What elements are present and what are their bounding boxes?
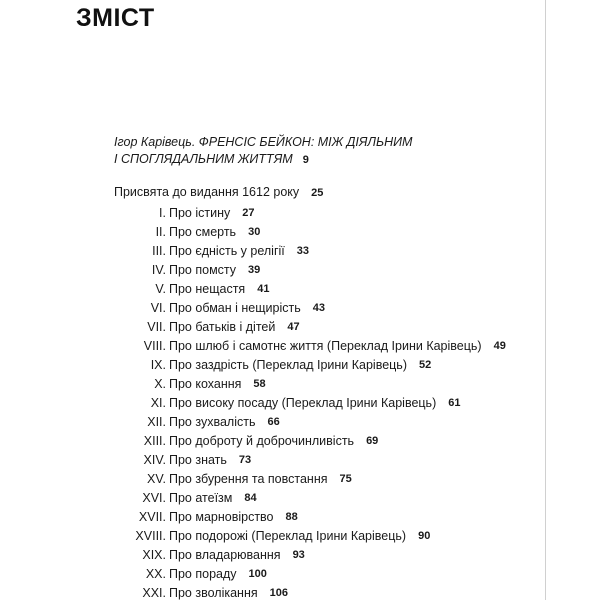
toc-entry-page-number: 58	[253, 378, 266, 390]
dedication-entry	[114, 185, 323, 199]
toc-entry-number: X.	[154, 377, 166, 391]
toc-entry-number: VIII.	[143, 339, 166, 353]
intro-page-number: 9	[302, 154, 309, 166]
toc-entry-number: II.	[155, 225, 166, 239]
toc-entry-title: Про владарювання	[169, 548, 281, 562]
toc-entry-page-number: 39	[248, 264, 261, 276]
toc-entry-title: Про збурення та повстання	[169, 472, 328, 486]
dedication-text: Присвята до видання 1612 року	[114, 185, 300, 199]
toc-entry-page-number: 84	[244, 492, 257, 504]
toc-entry-page-number: 93	[292, 549, 305, 561]
toc-entry	[0, 527, 506, 546]
toc-entry	[0, 546, 506, 565]
toc-entry	[0, 356, 506, 375]
toc-entry-page-number: 106	[269, 587, 288, 599]
toc-entry-number: III.	[152, 244, 166, 258]
toc-entry-title: Про заздрість (Переклад Ірини Карівець)	[169, 358, 407, 372]
toc-list	[0, 204, 506, 603]
toc-entry-number: I.	[159, 206, 166, 220]
toc-entry-number: XIII.	[143, 434, 166, 448]
toc-entry	[0, 489, 506, 508]
toc-entry-title: Про батьків і дітей	[169, 320, 276, 334]
intro-line-2: І СПОГЛЯДАЛЬНИМ ЖИТТЯМ	[114, 152, 293, 166]
toc-entry-page-number: 90	[418, 530, 431, 542]
toc-entry-page-number: 49	[493, 340, 506, 352]
toc-entry-page-number: 33	[296, 245, 310, 257]
toc-entry-page-number: 100	[248, 568, 267, 580]
toc-entry-title: Про смерть	[169, 225, 237, 239]
toc-entry-number: XXI.	[142, 586, 166, 600]
toc-entry-title: Про доброту й доброчинливість	[169, 434, 355, 448]
toc-entry-number: XIX.	[142, 548, 166, 562]
toc-entry-number: XIV.	[143, 453, 166, 467]
toc-entry-page-number: 69	[366, 435, 379, 447]
toc-entry	[0, 375, 506, 394]
toc-entry	[0, 337, 506, 356]
toc-entry	[0, 451, 506, 470]
toc-entry-title: Про пораду	[169, 567, 237, 581]
toc-entry-title: Про подорожі (Переклад Ірини Карівець)	[169, 529, 407, 543]
toc-entry-page-number: 47	[287, 321, 300, 333]
toc-entry-page-number: 61	[448, 397, 461, 409]
toc-entry	[0, 565, 506, 584]
toc-entry	[0, 508, 506, 527]
toc-entry	[0, 413, 506, 432]
page-title: ЗМІСТ	[76, 4, 155, 32]
toc-entry-title: Про шлюб і самотнє життя (Переклад Ірини Карівець)	[169, 339, 482, 353]
toc-entry-title: Про єдність у релігії	[169, 244, 285, 258]
toc-entry-number: XX.	[145, 567, 166, 581]
toc-entry-page-number: 73	[238, 454, 252, 466]
toc-entry	[0, 470, 506, 489]
toc-entry-title: Про обман і нещирість	[169, 301, 301, 315]
toc-entry-page-number: 66	[267, 416, 280, 428]
dedication-page-number: 25	[311, 187, 324, 199]
toc-entry-page-number: 52	[418, 359, 432, 371]
toc-entry	[0, 223, 506, 242]
toc-entry-page-number: 43	[312, 302, 325, 314]
toc-entry	[0, 261, 506, 280]
toc-entry-title: Про зухвалість	[169, 415, 256, 429]
toc-entry-title: Про марнoвірство	[169, 510, 274, 524]
toc-entry-title: Про атеїзм	[169, 491, 233, 505]
toc-entry-number: XV.	[146, 472, 166, 486]
toc-entry-number: VII.	[147, 320, 166, 334]
toc-entry-title: Про кохання	[169, 377, 242, 391]
toc-entry	[0, 584, 506, 603]
toc-entry-title: Про знать	[169, 453, 227, 467]
toc-entry-number: V.	[155, 282, 166, 296]
toc-entry-number: XII.	[147, 415, 166, 429]
toc-entry-page-number: 30	[248, 226, 261, 238]
toc-entry-page-number: 27	[242, 207, 255, 219]
toc-entry-title: Про високу посаду (Переклад Ірини Карівець)	[169, 396, 437, 410]
intro-line-1: Ігор Карівець. ФРЕНСІС БЕЙКОН: МІЖ ДІЯЛЬНИМ	[114, 135, 413, 149]
toc-entry	[0, 318, 506, 337]
toc-entry	[0, 299, 506, 318]
toc-entry	[0, 280, 506, 299]
toc-entry-page-number: 41	[257, 283, 270, 295]
toc-entry	[0, 204, 506, 223]
toc-entry-page-number: 88	[285, 511, 298, 523]
toc-entry-number: XVII.	[138, 510, 166, 524]
toc-entry-number: IX.	[150, 358, 166, 372]
toc-entry-number: XVI.	[142, 491, 166, 505]
toc-entry-title: Про істину	[169, 206, 231, 220]
toc-entry	[0, 394, 506, 413]
toc-entry-number: VI.	[150, 301, 166, 315]
toc-entry-page-number: 75	[339, 473, 352, 485]
toc-entry-title: Про помсту	[169, 263, 237, 277]
toc-entry-title: Про зволікання	[169, 586, 258, 600]
toc-entry-number: XVIII.	[135, 529, 166, 543]
toc-entry	[0, 242, 506, 261]
toc-entry-number: IV.	[151, 263, 166, 277]
toc-entry	[0, 432, 506, 451]
toc-entry-title: Про нещастя	[169, 282, 246, 296]
intro-entry	[114, 134, 412, 169]
toc-entry-number: XI.	[150, 396, 166, 410]
